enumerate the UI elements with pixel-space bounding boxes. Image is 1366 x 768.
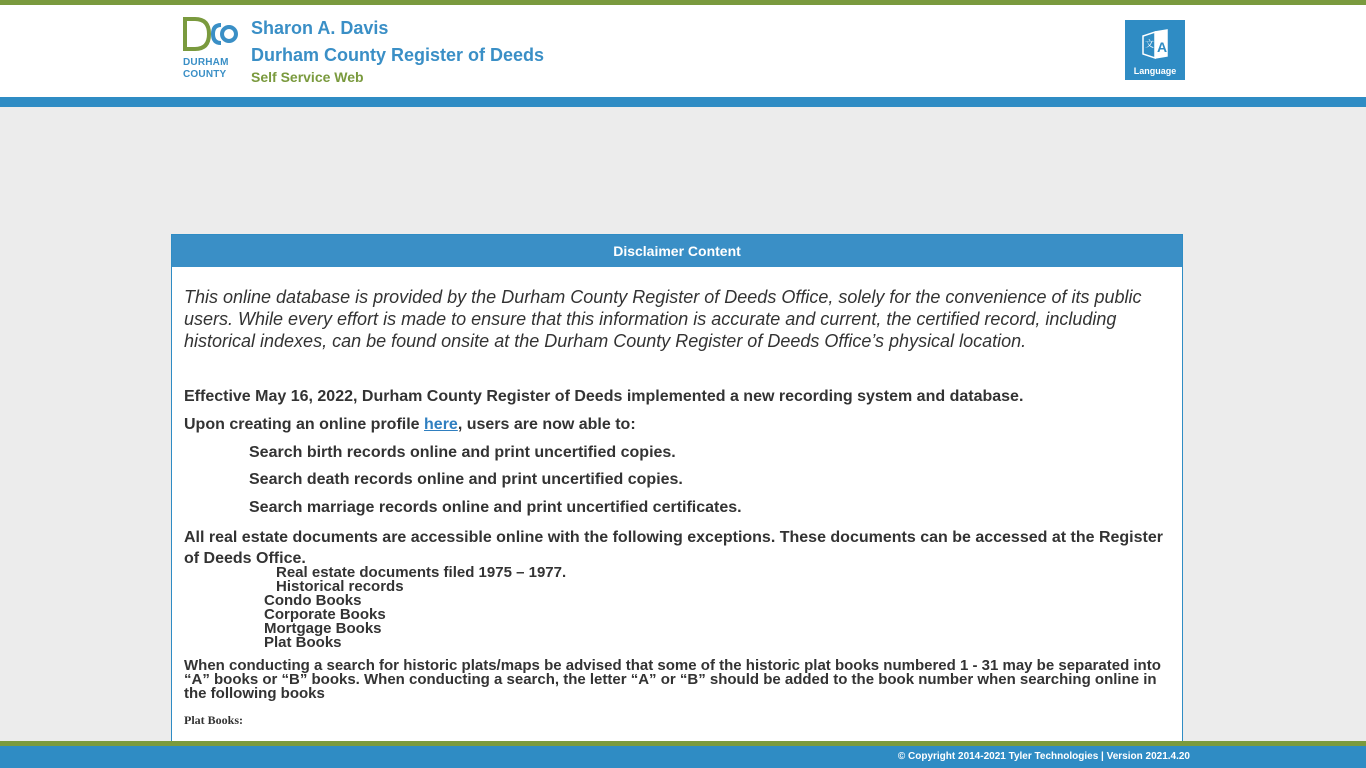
site-header [0, 5, 1366, 97]
site-subtitle: Self Service Web [251, 69, 364, 85]
copyright-text: © Copyright 2014-2021 Tyler Technologies | Version 2021.4.20 [897, 751, 1190, 762]
historical-subitem-label: Corporate Books [264, 606, 386, 623]
durham-county-logo[interactable] [183, 17, 239, 83]
historical-subitem-label: Plat Books [264, 634, 342, 651]
logo-county-text: DURHAM COUNTY [183, 57, 229, 80]
header-divider [0, 97, 1366, 107]
site-footer [0, 746, 1366, 768]
ability-item: Search birth records online and print uncertified copies. [249, 444, 676, 461]
svg-text:文: 文 [1145, 39, 1155, 49]
svg-text:A: A [1157, 39, 1168, 55]
plat-books-label: Plat Books: [184, 713, 244, 727]
register-name: Sharon A. Davis [251, 18, 389, 38]
historical-subitem-label: Condo Books [264, 592, 362, 609]
historical-subitem-label: Mortgage Books [264, 620, 382, 637]
ability-item: Search marriage records online and print uncertified certificates. [249, 499, 742, 516]
disclaimer-intro: This online database is provided by the Durham County Register of Deeds Office, solely for the convenience of its public users. While every effort is made to ensure that this information is accurate and current, the certified record, including historical indexes, can be found onsite at the Durham County Register of Deeds Office’s physical location. [184, 287, 1142, 351]
upon-text-before: Upon creating an online profile [184, 416, 425, 433]
exception-item: Real estate documents filed 1975 – 1977. [276, 564, 567, 581]
disclaimer-panel [171, 234, 1183, 744]
historical-subitem [264, 634, 476, 651]
language-button[interactable] [1125, 20, 1185, 80]
effective-date-notice: Effective May 16, 2022, Durham County Register of Deeds implemented a new recording system and database. [184, 388, 1024, 405]
disclaimer-heading: Disclaimer Content [172, 235, 1182, 267]
upon-text-after: , users are now able to: [457, 416, 636, 433]
exception-item: Historical records [276, 578, 404, 595]
ability-item: Search death records online and print uncertified copies. [249, 471, 683, 488]
translate-icon [1141, 28, 1169, 62]
plat-search-warning: When conducting a search for historic plats/maps be advised that some of the historic plat books numbered 1 - 31 may be separated into “A” books or “B” books. When conducting a search, the letter “A” or “B” should be added to the book number when searching online in the following books [184, 657, 1161, 702]
real-estate-notice: All real estate documents are accessible online with the following exceptions. These documents can be accessed at the Register of Deeds Office. [184, 529, 1163, 567]
office-title: Durham County Register of Deeds [251, 45, 545, 65]
online-profile-notice [184, 416, 636, 434]
create-profile-link[interactable]: here [424, 416, 458, 433]
language-label: Language [1133, 66, 1177, 76]
dco-logo-icon [183, 17, 239, 53]
